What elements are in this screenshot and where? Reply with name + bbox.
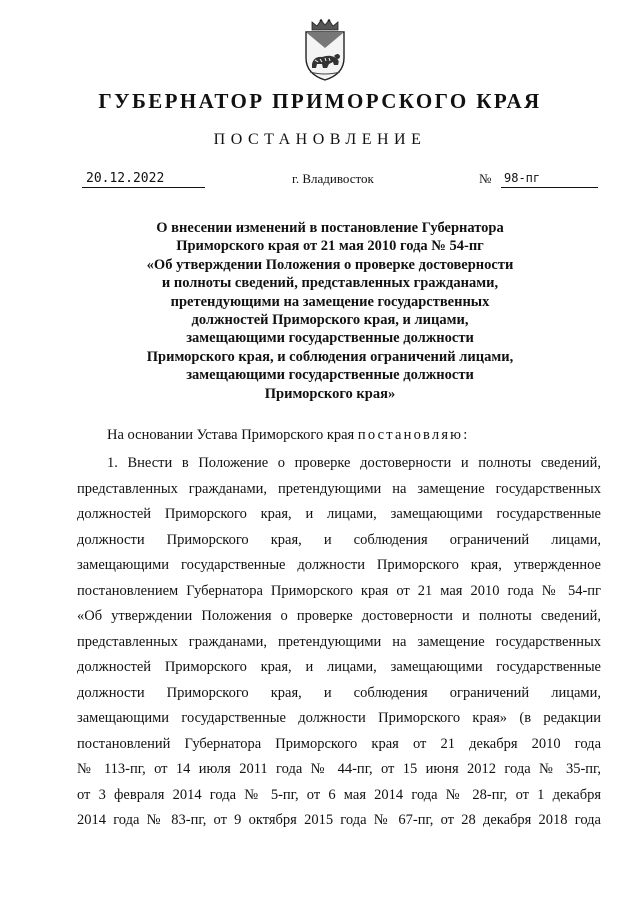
body-line: «Об утверждении Положения о проверке достоверности и полноты сведений,	[77, 608, 601, 624]
body-line: 1. Внести в Положение о проверке достоверности и полноты сведений,	[107, 455, 601, 471]
coat-of-arms-emblem	[300, 18, 350, 82]
heading-line: О внесении изменений в постановление Губернатора	[156, 220, 504, 236]
preamble	[107, 427, 469, 444]
document-date: 20.12.2022	[82, 170, 205, 188]
document-type: ПОСТАНОВЛЕНИЕ	[213, 131, 427, 148]
heading-line: и полноты сведений, представленных гражданами,	[161, 275, 499, 292]
body-line: постановлений Губернатора Приморского края от 21 декабря 2010 года	[77, 735, 601, 752]
heading-line: Приморского края от 21 мая 2010 года № 54-пг	[176, 238, 484, 255]
body-line: № 113-пг, от 14 июля 2011 года № 44-пг, от 15 июня 2012 года № 35-пг,	[77, 761, 601, 777]
body-line: представленных гражданами, претендующими на замещение государственных	[77, 633, 601, 650]
document-city: г. Владивосток	[292, 171, 374, 186]
document-number: 98-пг	[501, 170, 598, 188]
heading-line: Приморского края, и соблюдения ограничений лицами,	[146, 348, 514, 365]
heading-line: Приморского края»	[264, 385, 396, 402]
body-line: должностей Приморского края, и лицами, замещающими государственные	[77, 659, 601, 675]
body-line: замещающими государственные должности Приморского края, утвержденное	[77, 557, 601, 573]
number-sign: №	[479, 171, 492, 186]
heading-line: должностей Приморского края, и лицами,	[191, 312, 469, 329]
body-line: постановлением Губернатора Приморского края от 21 мая 2010 года № 54-пг	[77, 582, 601, 599]
body-line: 2014 года № 83-пг, от 9 октября 2015 года № 67-пг, от 28 декабря 2018 года	[77, 812, 601, 828]
heading-line: «Об утверждении Положения о проверке достоверности	[146, 256, 514, 273]
body-line: представленных гражданами, претендующими на замещение государственных	[77, 480, 601, 497]
body-line: замещающими государственные должности Приморского края» (в редакции	[77, 710, 601, 726]
body-line: должностей Приморского края, и лицами, замещающими государственные	[77, 506, 601, 522]
document-heading	[100, 219, 560, 403]
body-line: должности Приморского края, и соблюдения ограничений лицами,	[77, 684, 601, 701]
decree-word: постановляю:	[357, 427, 470, 443]
heading-line: замещающими государственные должности	[186, 367, 474, 384]
heading-line: претендующими на замещение государственных	[170, 293, 490, 310]
body-line: должности Приморского края, и соблюдения ограничений лицами,	[77, 531, 601, 548]
authority-title: ГУБЕРНАТОР ПРИМОРСКОГО КРАЯ	[98, 89, 542, 113]
document-meta-row	[0, 170, 640, 190]
heading-line: замещающими государственные должности	[186, 330, 474, 347]
body-line: от 3 февраля 2014 года № 5-пг, от 6 мая 2014 года № 28-пг, от 1 декабря	[77, 786, 601, 803]
preamble-text: На основании Устава Приморского края	[107, 427, 355, 443]
